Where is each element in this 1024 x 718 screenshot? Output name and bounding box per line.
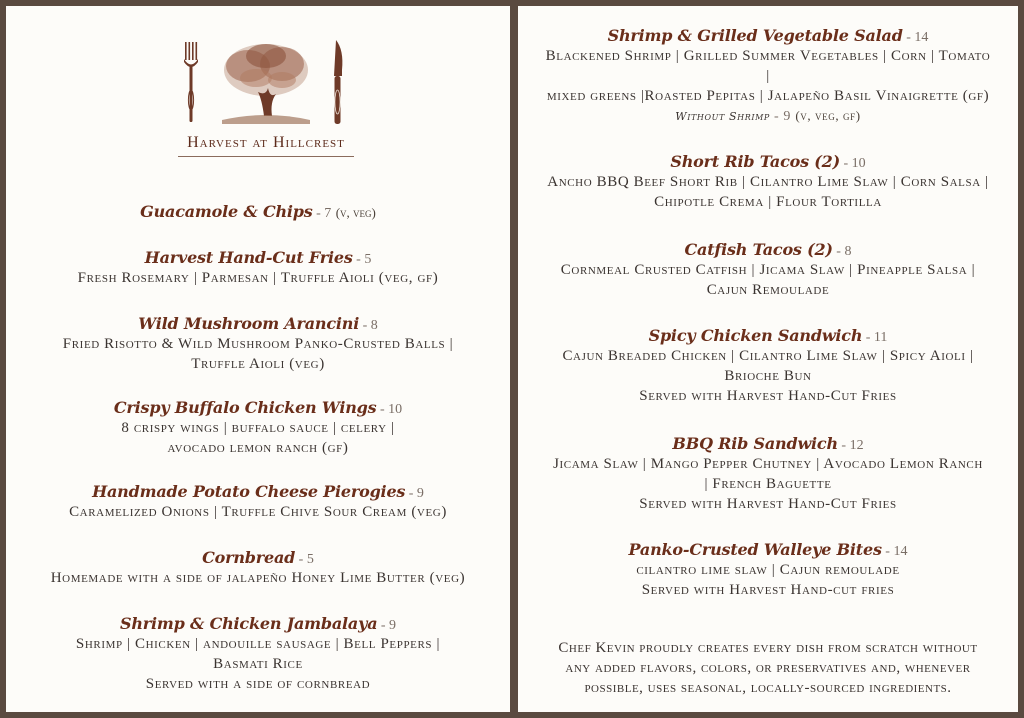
item-title-line: [6, 482, 510, 502]
item-title-line: [518, 540, 1018, 560]
menu-item: [518, 540, 1018, 600]
menu-item: [6, 614, 510, 694]
item-name: Crispy Buffalo Chicken Wings: [113, 398, 377, 417]
chef-note: [518, 638, 1018, 698]
item-title-line: [6, 614, 510, 634]
price-separator: -: [832, 244, 845, 259]
menu-page-right: [518, 6, 1018, 712]
item-title-line: [518, 326, 1018, 346]
menu-item: [6, 548, 510, 588]
item-description: Caramelized Onions | Truffle Chive Sour Cream (veg): [69, 504, 447, 520]
menu-item: [6, 248, 510, 288]
tree-icon: [222, 44, 310, 124]
item-description: Cajun Remoulade: [706, 282, 830, 298]
item-description: Served with Harvest Hand-Cut Fries: [639, 388, 897, 404]
item-name: Harvest Hand-Cut Fries: [144, 248, 353, 267]
item-name: Shrimp & Chicken Jambalaya: [119, 614, 378, 633]
menu-item: [6, 398, 510, 458]
price-separator: -: [837, 438, 850, 453]
price-separator: -: [295, 552, 307, 567]
brand-divider: [178, 156, 354, 157]
item-description: Cajun Breaded Chicken | Cilantro Lime Slaw | Spicy Aioli |: [562, 348, 974, 364]
item-price: 12: [849, 438, 864, 453]
menu-page-left: [6, 6, 510, 712]
item-title-line: [6, 202, 510, 222]
item-name: Catfish Tacos (2): [684, 240, 833, 259]
item-description: Blackened Shrimp | Grilled Summer Vegetables | Corn | Tomato: [545, 48, 991, 64]
item-description: 8 crispy wings | buffalo sauce | celery |: [121, 420, 395, 436]
menu-item: [6, 202, 510, 222]
price-separator: -: [376, 402, 389, 417]
item-title-line: [518, 26, 1018, 46]
item-description: Served with Harvest Hand-Cut Fries: [639, 496, 897, 512]
item-name: BBQ Rib Sandwich: [672, 434, 838, 453]
item-price: 9: [416, 486, 424, 501]
item-title-line: [6, 548, 510, 568]
item-price: 5: [306, 552, 314, 567]
item-description: |: [766, 68, 770, 84]
item-description: Brioche Bun: [724, 368, 812, 384]
item-name: Wild Mushroom Arancini: [138, 314, 360, 333]
item-price: 10: [388, 402, 403, 417]
menu-item: [518, 240, 1018, 300]
item-name: Cornbread: [202, 548, 296, 567]
item-price: 5: [364, 252, 372, 267]
item-price: 10: [851, 156, 866, 171]
item-description: Basmati Rice: [213, 656, 303, 672]
item-name: Shrimp & Grilled Vegetable Salad: [607, 26, 903, 45]
variant-diet-tag: (v, veg, gf): [795, 108, 861, 123]
item-description: mixed greens |Roasted Pepitas | Jalapeño Basil Vinaigrette (gf): [546, 88, 990, 104]
item-price: 11: [873, 330, 888, 345]
price-separator: -: [405, 486, 417, 501]
item-description: Cornmeal Crusted Catfish | Jicama Slaw | Pineapple Salsa |: [560, 262, 976, 278]
item-description: Ancho BBQ Beef Short Rib | Cilantro Lime Slaw | Corn Salsa |: [547, 174, 989, 190]
price-separator: -: [881, 544, 894, 559]
item-description: Served with Harvest Hand-cut fries: [641, 582, 895, 598]
item-description: Fresh Rosemary | Parmesan | Truffle Aioli (veg, gf): [77, 270, 439, 286]
item-description: Fried Risotto & Wild Mushroom Panko-Crusted Balls |: [62, 336, 454, 352]
restaurant-name: Harvest at Hillcrest: [187, 134, 345, 151]
price-separator: -: [359, 318, 371, 333]
price-separator: -: [352, 252, 365, 267]
knife-icon: [334, 40, 342, 124]
menu-item: [518, 326, 1018, 406]
item-name: Guacamole & Chips: [140, 202, 313, 221]
item-description: Homemade with a side of jalapeño Honey Lime Butter (veg): [50, 570, 466, 586]
variant-price: 9: [783, 109, 791, 124]
item-description: Served with a side of cornbread: [145, 676, 371, 692]
item-description: cilantro lime slaw | Cajun remoulade: [636, 562, 900, 578]
menu-item: [518, 26, 1018, 127]
menu-item: [6, 482, 510, 522]
chef-note-line: any added flavors, colors, or preservatives and, whenever: [565, 660, 971, 676]
item-description: avocado lemon ranch (gf): [167, 440, 349, 456]
price-separator: -: [862, 330, 874, 345]
item-description: Jicama Slaw | Mango Pepper Chutney | Avocado Lemon Ranch: [553, 456, 983, 472]
chef-note-line: possible, uses seasonal, locally-sourced ingredients.: [584, 680, 952, 696]
price-separator: -: [312, 206, 325, 221]
item-variant: [518, 106, 1018, 127]
price-separator: -: [377, 618, 390, 633]
item-title-line: [6, 398, 510, 418]
logo: [178, 36, 354, 166]
item-price: 8: [370, 318, 378, 333]
item-price: 9: [389, 618, 397, 633]
price-separator: -: [839, 156, 852, 171]
menu-item: [518, 434, 1018, 514]
item-description: Truffle Aioli (veg): [191, 356, 325, 372]
price-separator: -: [769, 109, 784, 124]
item-name: Short Rib Tacos (2): [670, 152, 840, 171]
item-price: 8: [844, 244, 852, 259]
item-title-line: [6, 314, 510, 334]
menu-item: [6, 314, 510, 374]
item-description: Chipotle Crema | Flour Tortilla: [654, 194, 882, 210]
item-price: 7: [324, 206, 332, 221]
item-description: | French Baguette: [704, 476, 832, 492]
variant-name: Without Shrimp: [675, 110, 770, 123]
item-title-line: [6, 248, 510, 268]
item-description: Shrimp | Chicken | andouille sausage | Bell Peppers |: [75, 636, 441, 652]
item-title-line: [518, 434, 1018, 454]
item-name: Handmade Potato Cheese Pierogies: [92, 482, 406, 501]
price-separator: -: [902, 30, 915, 45]
item-title-line: [518, 240, 1018, 260]
item-title-line: [518, 152, 1018, 172]
item-name: Panko-Crusted Walleye Bites: [628, 540, 882, 559]
item-name: Spicy Chicken Sandwich: [648, 326, 863, 345]
chef-note-line: Chef Kevin proudly creates every dish from scratch without: [558, 640, 978, 656]
fork-icon: [184, 42, 198, 122]
item-diet-tag: (v, veg): [335, 205, 376, 220]
item-price: 14: [893, 544, 908, 559]
item-price: 14: [914, 30, 929, 45]
menu-item: [518, 152, 1018, 212]
